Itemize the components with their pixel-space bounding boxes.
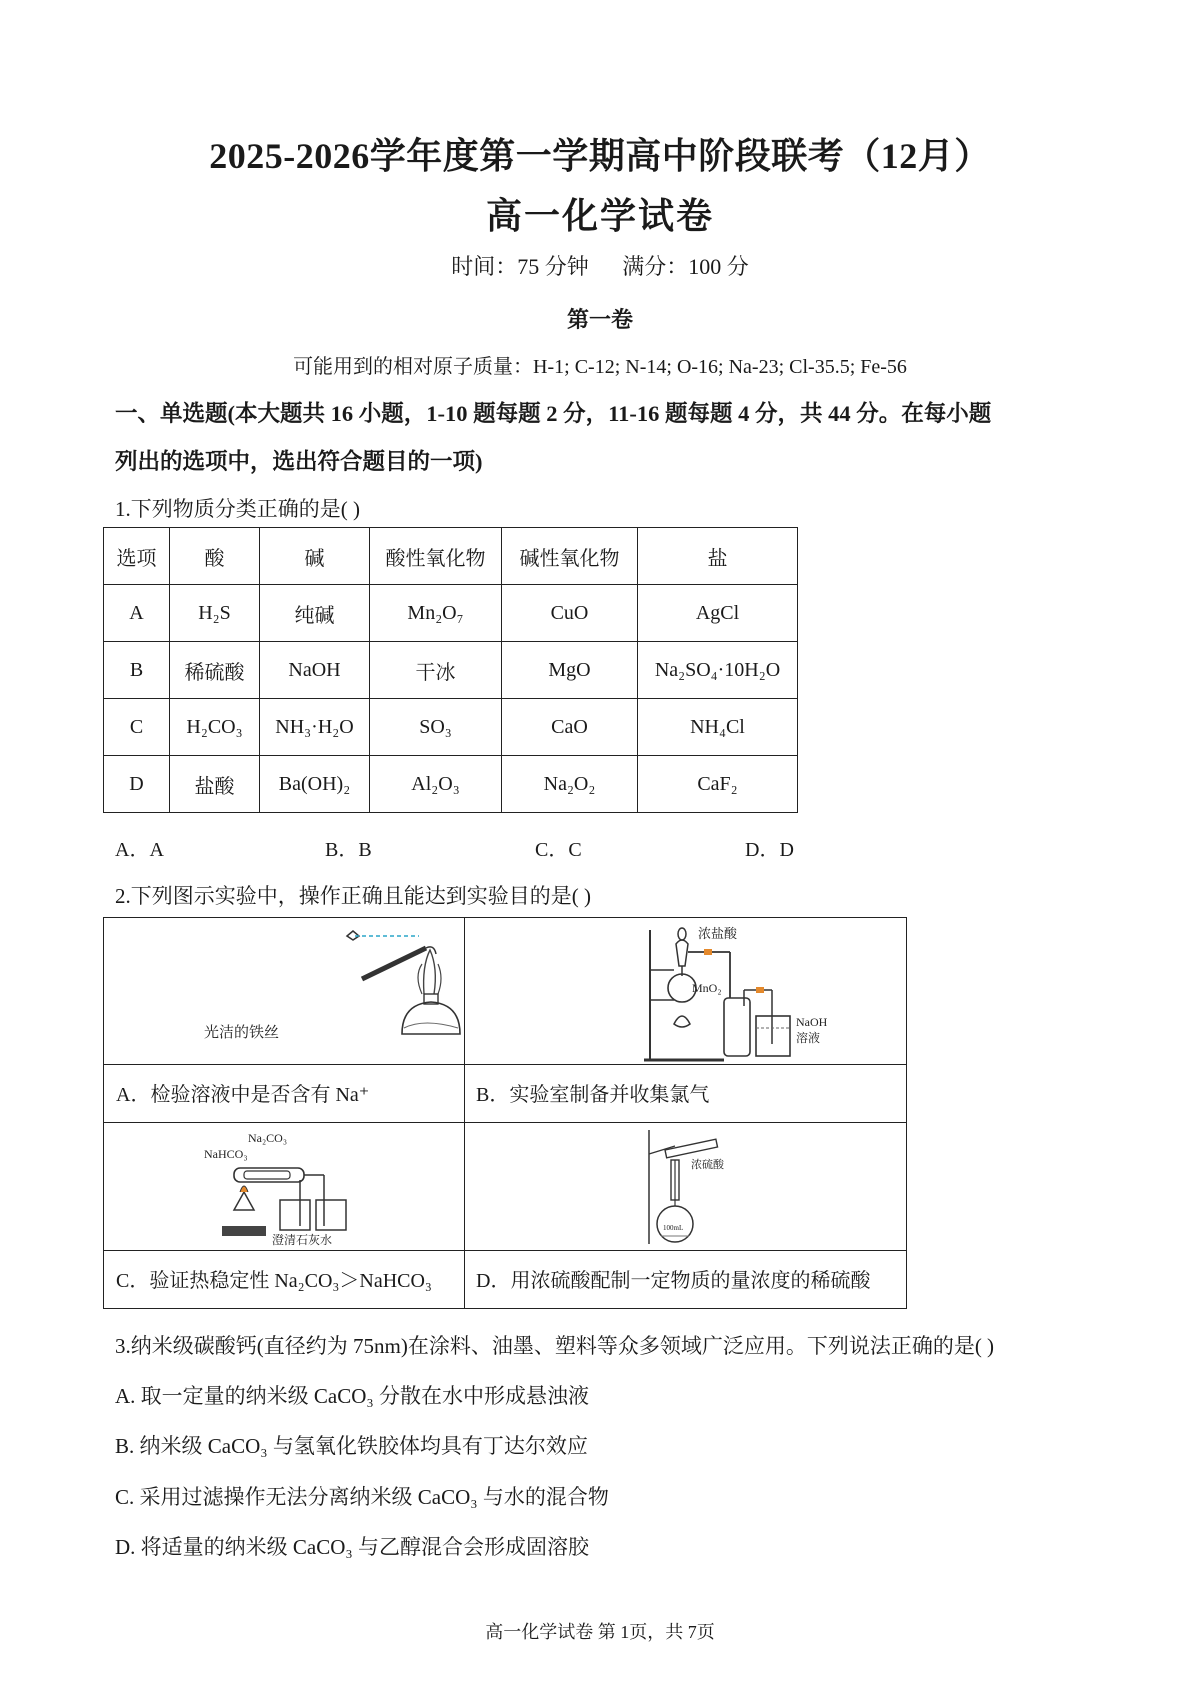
chlorine-apparatus-figure — [644, 920, 904, 1062]
table-header-cell: 碱性氧化物 — [502, 528, 638, 585]
exam-title: 2025-2026学年度第一学期高中阶段联考（12月） — [209, 136, 991, 176]
section-heading-line2: 列出的选项中，选出符合题目的一项) — [115, 449, 483, 474]
grid-divider — [104, 1122, 906, 1123]
row-base: NaOH — [260, 642, 370, 699]
row-acidic-oxide: Al₂O₃ — [370, 756, 502, 813]
fig-d-label-acid: 浓硫酸 — [691, 1159, 724, 1171]
fig-a-label: 光洁的铁丝 — [204, 1025, 280, 1041]
fig-b-label-hcl: 浓盐酸 — [698, 926, 738, 941]
page-footer: 高一化学试卷 第 1页，共 7页 — [485, 1622, 715, 1642]
row-acidic-oxide: 干冰 — [370, 642, 502, 699]
row-acidic-oxide: SO₃ — [370, 699, 502, 756]
row-acid: H₂CO₃ — [170, 699, 260, 756]
exam-subtitle: 高一化学试卷 — [485, 196, 714, 236]
q3-option-b: B. 纳米级 CaCO₃ 与氢氧化铁胶体均具有丁达尔效应 — [115, 1434, 588, 1458]
row-option: D — [104, 756, 170, 813]
volume-label: 第一卷 — [566, 307, 633, 332]
q1-option-b: B．B — [325, 839, 372, 861]
question-3-stem: 3.纳米级碳酸钙(直径约为 75nm)在涂料、油墨、塑料等众多领域广泛应用。下列说法正确的是( ) — [115, 1334, 995, 1358]
row-acid: 稀硫酸 — [170, 642, 260, 699]
table-header-cell: 碱 — [260, 528, 370, 585]
option-b-caption: B．实验室制备并收集氯气 — [476, 1084, 710, 1106]
row-base: Ba(OH)₂ — [260, 756, 370, 813]
row-basic-oxide: CuO — [502, 585, 638, 642]
row-option: B — [104, 642, 170, 699]
table-header-row — [104, 528, 798, 585]
row-salt: AgCl — [638, 585, 798, 642]
row-option: C — [104, 699, 170, 756]
volumetric-flask-figure — [639, 1126, 779, 1248]
flame-test-figure — [204, 924, 464, 1059]
table-header-cell: 盐 — [638, 528, 798, 585]
row-base: NH₃·H₂O — [260, 699, 370, 756]
section-heading-line1: 一、单选题(本大题共 16 小题，1-10 题每题 2 分，11-16 题每题 4 分，共 44 分。在每小题 — [115, 401, 992, 426]
row-base: 纯碱 — [260, 585, 370, 642]
q3-option-a: A. 取一定量的纳米级 CaCO₃ 分散在水中形成悬浊液 — [115, 1384, 589, 1408]
table-row — [104, 585, 798, 642]
row-acid: 盐酸 — [170, 756, 260, 813]
fig-c-label-limewater: 澄清石灰水 — [272, 1233, 333, 1246]
q3-option-c: C. 采用过滤操作无法分离纳米级 CaCO₃ 与水的混合物 — [115, 1485, 609, 1509]
fig-b-label-mno2: MnO₂ — [692, 981, 722, 995]
option-d-caption: D．用浓硫酸配制一定物质的量浓度的稀硫酸 — [476, 1270, 871, 1292]
table-header-cell: 酸 — [170, 528, 260, 585]
atomic-masses: 可能用到的相对原子质量：H-1; C-12; N-14; O-16; Na-23; Cl-35.5; Fe-56 — [293, 356, 907, 378]
fig-c-label-nahco3: NaHCO₃ — [204, 1147, 248, 1161]
thermal-stability-figure — [204, 1130, 384, 1246]
experiment-grid — [103, 917, 907, 1309]
fig-c-label-na2co3: Na₂CO₃ — [248, 1131, 288, 1145]
q1-option-a: A．A — [115, 839, 164, 861]
table-row — [104, 756, 798, 813]
fig-b-label-solution: 溶液 — [796, 1031, 821, 1045]
row-basic-oxide: MgO — [502, 642, 638, 699]
option-a-caption: A．检验溶液中是否含有 Na⁺ — [116, 1084, 370, 1106]
option-c-caption: C．验证热稳定性 Na₂CO₃＞NaHCO₃ — [116, 1270, 432, 1292]
table-row — [104, 642, 798, 699]
question-2-stem: 2.下列图示实验中，操作正确且能达到实验目的是( ) — [115, 884, 591, 908]
q1-option-d: D．D — [745, 839, 794, 861]
grid-divider — [104, 1250, 906, 1251]
row-salt: CaF₂ — [638, 756, 798, 813]
fig-d-label-volume: 100mL — [663, 1224, 684, 1232]
fig-b-label-naoh: NaOH — [796, 1015, 828, 1029]
exam-full-score: 满分：100 分 — [622, 254, 749, 279]
exam-duration: 时间：75 分钟 — [451, 254, 589, 279]
row-salt: NH₄Cl — [638, 699, 798, 756]
question-1-stem: 1.下列物质分类正确的是( ) — [115, 497, 360, 521]
section-heading — [115, 390, 1075, 486]
table-header-cell: 选项 — [104, 528, 170, 585]
table-row — [104, 699, 798, 756]
grid-divider — [104, 1064, 906, 1065]
row-basic-oxide: CaO — [502, 699, 638, 756]
row-option: A — [104, 585, 170, 642]
q1-option-c: C．C — [535, 839, 582, 861]
row-acidic-oxide: Mn₂O₇ — [370, 585, 502, 642]
classification-table — [103, 527, 798, 813]
q3-option-d: D. 将适量的纳米级 CaCO₃ 与乙醇混合会形成固溶胶 — [115, 1535, 589, 1559]
table-header-cell: 酸性氧化物 — [370, 528, 502, 585]
exam-time-info — [0, 250, 1200, 281]
row-acid: H₂S — [170, 585, 260, 642]
row-salt: Na₂SO₄·10H₂O — [638, 642, 798, 699]
row-basic-oxide: Na₂O₂ — [502, 756, 638, 813]
